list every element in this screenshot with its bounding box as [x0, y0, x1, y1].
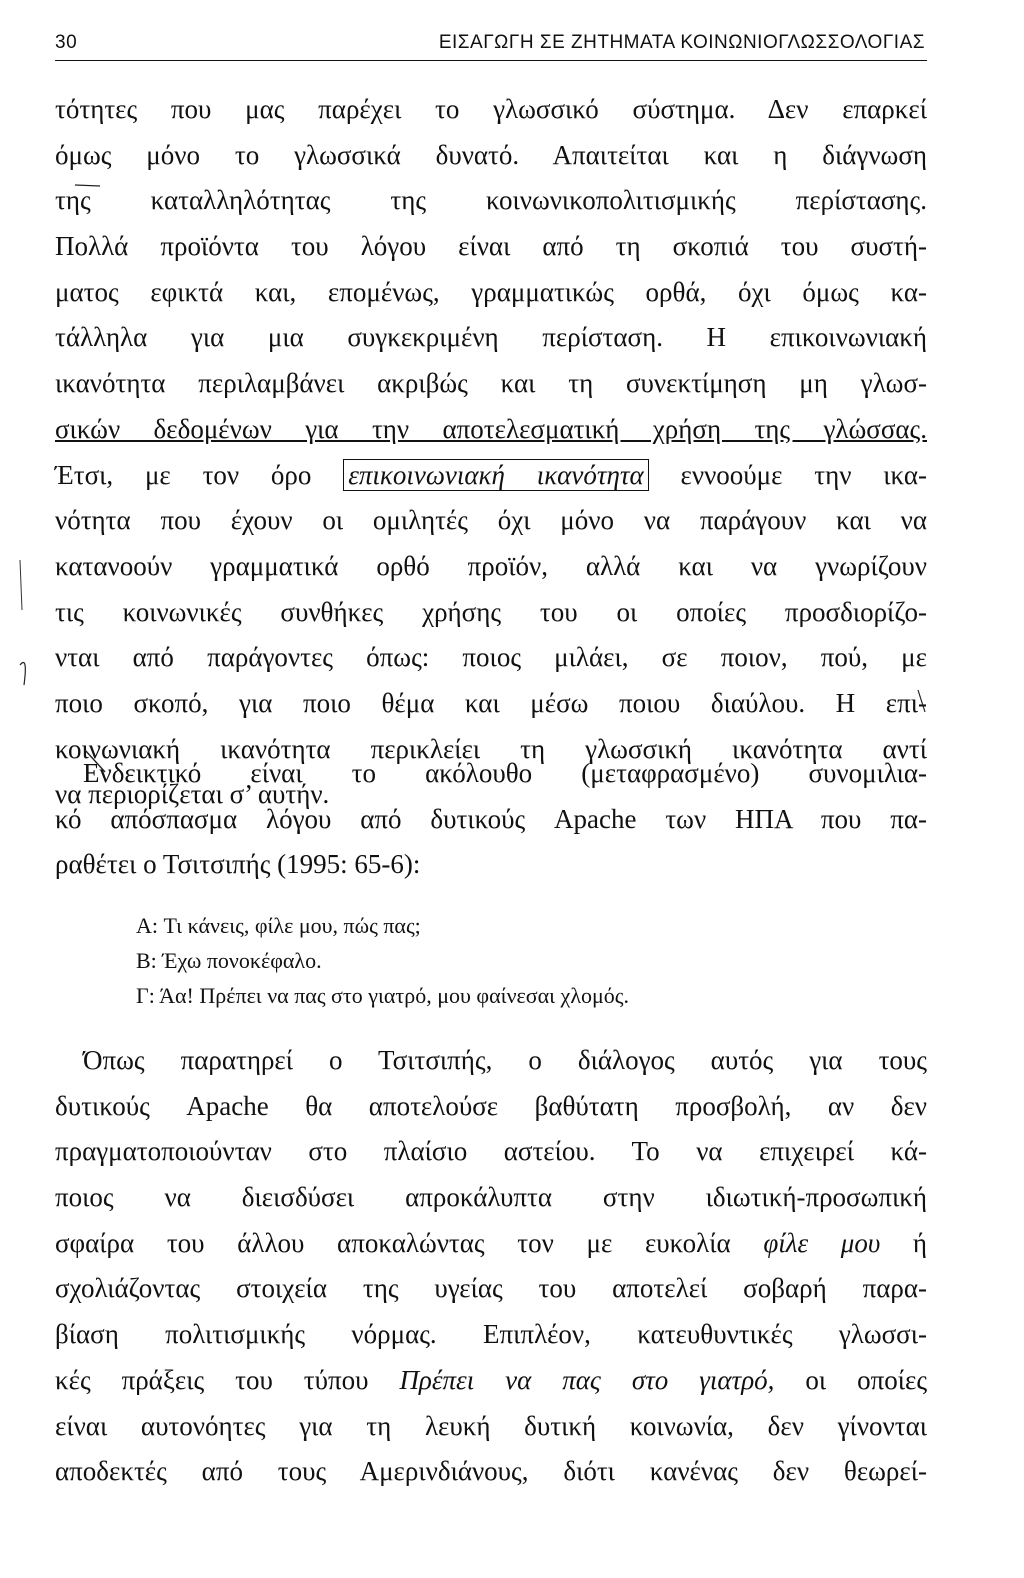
text-line: τις κοινωνικές συνθήκες χρήσης του οι οποίες προσδιορίζο- — [55, 596, 927, 627]
paragraph-3 — [55, 1038, 927, 1495]
text-fragment: κές πράξεις του τύπου — [55, 1364, 369, 1395]
text-line: όμως μόνο το γλωσσικά δυνατό. Απαιτείται και η διάγνωση — [55, 139, 927, 170]
text-fragment: ή — [912, 1227, 928, 1258]
text-line: κατανοούν γραμματικά ορθό προϊόν, αλλά και να γνωρίζουν — [55, 550, 927, 581]
text-line — [55, 1221, 927, 1267]
dialogue-excerpt — [136, 908, 896, 1013]
dialogue-line: B: Έχω πονοκέφαλο. — [136, 948, 322, 973]
text-fragment: σφαίρα του άλλου αποκαλώντας τον με ευκολία — [55, 1227, 731, 1258]
page-number: 30 — [55, 32, 78, 53]
text-line: κοινωνιακή ικανότητα περικλείει τη γλωσσική ικανότητα αντί — [55, 733, 927, 764]
text-line: ικανότητα περιλαμβάνει ακριβώς και τη συνεκτίμηση μη γλωσ- — [55, 368, 927, 399]
text-line — [55, 1358, 927, 1404]
text-line: ποιο σκοπό, για ποιο θέμα και μέσω ποιου διαύλου. Η επι- — [55, 687, 927, 718]
text-line: Όπως παρατηρεί ο Τσιτσιπής, ο διάλογος αυτός για τους — [83, 1045, 927, 1075]
underlined-text: σικών δεδομένων για την αποτελεσματική χρήση της γλώσσας. — [55, 413, 927, 444]
boxed-term: επικοινωνιακή ικανότητα — [343, 459, 649, 491]
text-line: της καταλληλότητας της κοινωνικοπολιτισμικής περίστασης. — [55, 185, 927, 216]
text-line: αποδεκτές από τους Αμερινδιάνους, διότι κανένας δεν θεωρεί- — [55, 1456, 927, 1487]
text-line: ποιος να διεισδύσει απροκάλυπτα στην ιδιωτική-προσωπική — [55, 1182, 927, 1213]
text-line: ματος εφικτά και, επομένως, γραμματικώς ορθά, όχι όμως κα- — [55, 276, 927, 307]
text-line: Πολλά προϊόντα του λόγου είναι από τη σκοπιά του συστή- — [55, 231, 927, 262]
text-line — [55, 453, 927, 499]
text-line: ραθέτει ο Τσιτσιπής (1995: 65-6): — [55, 849, 421, 880]
paragraph-2 — [55, 751, 927, 888]
text-line: νότητα που έχουν οι ομιλητές όχι μόνο να παράγουν και να — [55, 505, 927, 536]
text-line: τότητες που μας παρέχει το γλωσσικό σύστημα. Δεν επαρκεί — [55, 94, 927, 124]
text-line: είναι αυτονόητες για τη λευκή δυτική κοινωνία, δεν γίνονται — [55, 1410, 927, 1441]
text-fragment: οι οποίες — [805, 1364, 928, 1395]
text-line: σχολιάζοντας στοιχεία της υγείας του αποτελεί σοβαρή παρα- — [55, 1273, 927, 1304]
text-fragment: Έτσι, με τον όρο — [55, 459, 312, 490]
text-line: Ενδεικτικό είναι το ακόλουθο (μεταφρασμένο) συνομιλια- — [83, 758, 927, 788]
italic-phrase: φίλε μου — [763, 1227, 881, 1258]
italic-phrase: Πρέπει να πας στο γιατρό, — [399, 1364, 775, 1395]
paragraph-1 — [55, 87, 927, 818]
text-line: δυτικούς Apache θα αποτελούσε βαθύτατη προσβολή, αν δεν — [55, 1090, 927, 1121]
text-fragment: εννοούμε την ικα- — [680, 459, 928, 490]
dialogue-line: Γ: Άα! Πρέπει να πας στο γιατρό, μου φαίνεσαι χλομός. — [136, 983, 629, 1008]
text-line: πραγματοποιούνταν στο πλαίσιο αστείου. Το να επιχειρεί κά- — [55, 1136, 927, 1167]
text-line: τάλληλα για μια συγκεκριμένη περίσταση. Η επικοινωνιακή — [55, 322, 927, 353]
text-line: βίαση πολιτισμικής νόρμας. Επιπλέον, κατευθυντικές γλωσσι- — [55, 1319, 927, 1350]
text-line: κό απόσπασμα λόγου από δυτικούς Apache των ΗΠΑ που πα- — [55, 803, 927, 834]
text-line: να περιορίζεται σ’ αυτήν. — [55, 779, 330, 810]
running-header — [55, 28, 927, 61]
running-title: ΕΙΣΑΓΩΓΗ ΣΕ ΖΗΤΗΜΑΤΑ ΚΟΙΝΩΝΙΟΓΛΩΣΣΟΛΟΓΙΑΣ — [438, 32, 925, 53]
text-line: νται από παράγοντες όπως: ποιος μιλάει, σε ποιον, πού, με — [55, 642, 927, 673]
text-line — [55, 407, 927, 453]
dialogue-line: A: Τι κάνεις, φίλε μου, πώς πας; — [136, 913, 421, 938]
